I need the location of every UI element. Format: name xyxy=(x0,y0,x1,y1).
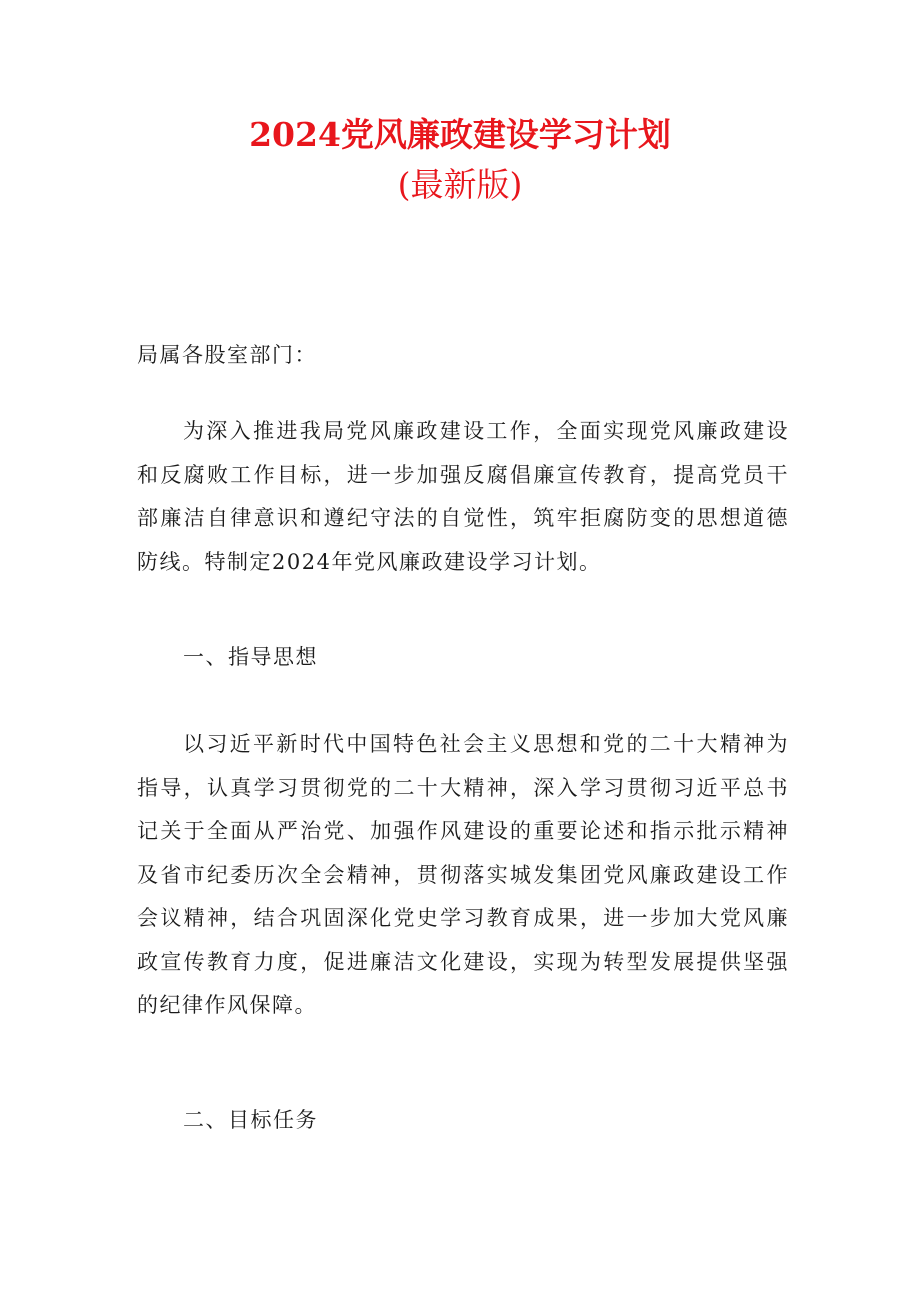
guiding-ideology-paragraph: 以习近平新时代中国特色社会主义思想和党的二十大精神为指导，认真学习贯彻党的二十大精神，深入学习贯彻习近平总书记关于全面从严治党、加强作风建设的重要论述和指示批示精神及省市纪委历次全会精神，贯彻落实城发集团党风廉政建设工作会议精神，结合巩固深化党史学习教育成果，进一步加大党风廉政宣传教育力度，促进廉洁文化建设，实现为转型发展提供坚强的纪律作风保障。 xyxy=(137,732,789,1017)
salutation: 局属各股室部门： xyxy=(137,343,317,367)
intro-paragraph: 为深入推进我局党风廉政建设工作，全面实现党风廉政建设和反腐败工作目标，进一步加强反腐倡廉宣传教育，提高党员干部廉洁自律意识和遵纪守法的自觉性，筑牢拒腐防变的思想道德防线。特制定2024年党风廉政建设学习计划。 xyxy=(137,419,789,574)
section-heading-goals-tasks: 二、目标任务 xyxy=(183,1108,318,1132)
section-heading-guiding-ideology: 一、指导思想 xyxy=(183,645,318,669)
document-title: 2024党风廉政建设学习计划 xyxy=(249,115,671,154)
document-subtitle: (最新版) xyxy=(397,165,523,204)
